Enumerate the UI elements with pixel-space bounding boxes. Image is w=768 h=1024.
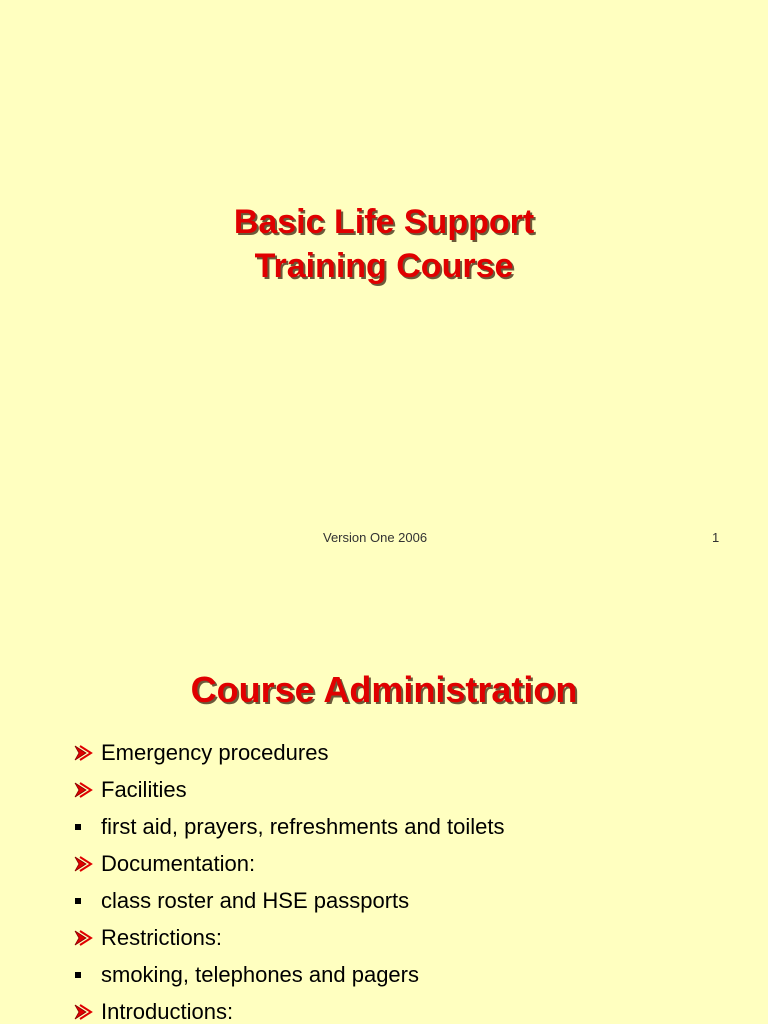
footer-version: Version One 2006 bbox=[323, 530, 428, 545]
title-line-1: Basic Life Support bbox=[233, 203, 535, 241]
list-item-text: Restrictions: bbox=[101, 924, 223, 950]
list-item bbox=[74, 993, 505, 1024]
list-item-text: first aid, prayers, refreshments and toilets bbox=[101, 813, 505, 839]
square-bullet-icon bbox=[74, 816, 101, 838]
list-item-text: Emergency procedures bbox=[101, 739, 329, 765]
list-item bbox=[74, 808, 505, 845]
slide-2 bbox=[0, 576, 768, 1024]
bullet-list bbox=[74, 734, 505, 1024]
arrow-bullet-icon bbox=[74, 1001, 101, 1023]
arrow-bullet-icon bbox=[74, 742, 101, 764]
list-item-text: class roster and HSE passports bbox=[101, 887, 410, 913]
square-bullet-icon bbox=[74, 890, 101, 912]
list-item bbox=[74, 734, 505, 771]
page-number: 1 bbox=[712, 530, 720, 545]
title-line-2: Training Course bbox=[254, 247, 514, 285]
arrow-bullet-icon bbox=[74, 779, 101, 801]
list-item bbox=[74, 919, 505, 956]
slide-1-title bbox=[0, 200, 768, 288]
list-item-text: Facilities bbox=[101, 776, 187, 802]
arrow-bullet-icon bbox=[74, 853, 101, 875]
list-item bbox=[74, 771, 505, 808]
list-item bbox=[74, 845, 505, 882]
slide-2-title: Course Administration bbox=[190, 669, 578, 710]
list-item-text: smoking, telephones and pagers bbox=[101, 961, 419, 987]
square-bullet-icon bbox=[74, 964, 101, 986]
list-item-text: Introductions: bbox=[101, 998, 234, 1024]
arrow-bullet-icon bbox=[74, 927, 101, 949]
list-item bbox=[74, 882, 505, 919]
list-item bbox=[74, 956, 505, 993]
list-item-text: Documentation: bbox=[101, 850, 256, 876]
